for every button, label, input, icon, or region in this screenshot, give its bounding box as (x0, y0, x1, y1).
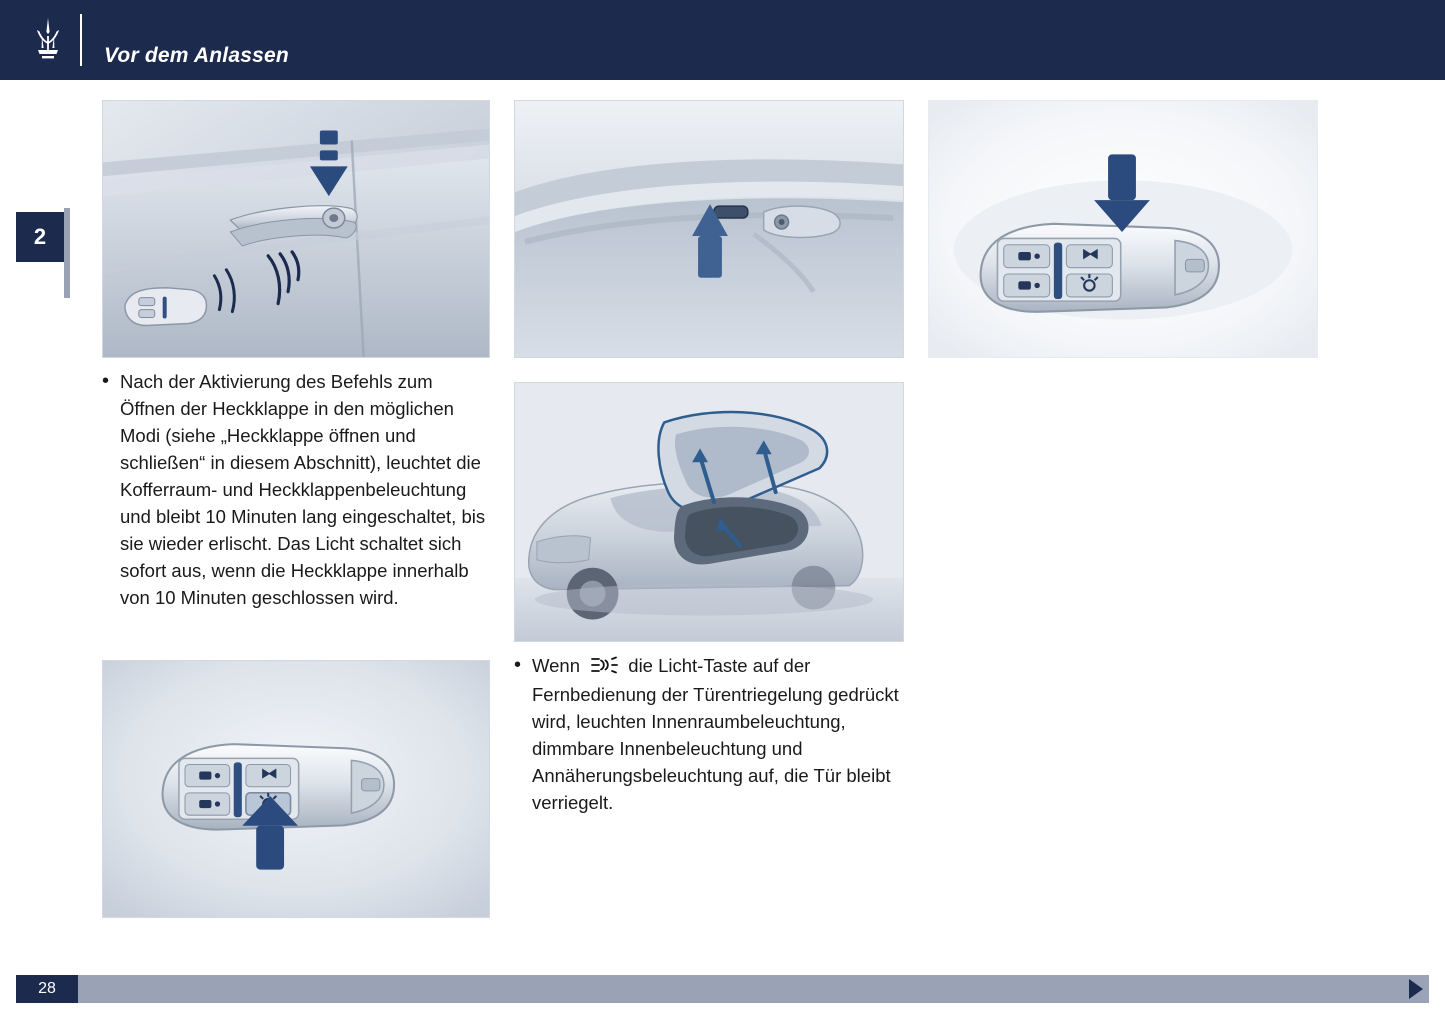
paragraph-light-button-part2: die Licht-Taste auf der Fernbedienung der Türentriegelung gedrückt wird, leuchten Innenraumbeleuchtung, dimmbare Innenbeleuchtung und Annäherungsbeleuchtung auf, die Tür bleibt verriegelt. (532, 655, 899, 813)
maserati-trident-logo-icon (20, 12, 76, 68)
page-number: 28 (16, 975, 78, 1003)
page-footer (0, 963, 1445, 1019)
paragraph-light-button-text (514, 652, 914, 816)
chapter-number-tab: 2 (16, 212, 64, 262)
remote-key-light-button-figure (102, 660, 490, 918)
page-content (102, 100, 1392, 920)
open-tailgate-figure (514, 382, 904, 642)
paragraph-light-button-part1: Wenn (532, 655, 580, 676)
footer-bar (16, 975, 1429, 1003)
remote-key-trunk-button-figure (928, 100, 1318, 358)
tailgate-sensor-figure (514, 100, 904, 358)
page-title: Vor dem Anlassen (104, 44, 289, 67)
header-divider (80, 14, 82, 66)
bullet-marker: • (514, 654, 522, 676)
paragraph-tailgate-light-text: Nach der Aktivierung des Befehls zum Öffnen der Heckklappe in den möglichen Modi (siehe „Heckklappe öffnen und schließen“ in diesem Abschnitt), leuchtet die Kofferraum- und Heckklappenbeleuchtung und bleibt 10 Minuten lang eingeschaltet, bis sie wieder erlischt. Das Licht schaltet sich sofort aus, wenn die Heckklappe innerhalb von 10 Minuten geschlossen wird. (120, 371, 486, 608)
paragraph-tailgate-light (102, 368, 492, 611)
chapter-tab-bar (64, 208, 70, 298)
door-handle-keyless-entry-figure (102, 100, 490, 358)
page-header (0, 0, 1445, 80)
next-page-arrow-icon[interactable] (1409, 979, 1423, 999)
bullet-marker: • (102, 370, 110, 392)
light-button-icon (589, 654, 619, 681)
paragraph-light-button (514, 652, 914, 816)
